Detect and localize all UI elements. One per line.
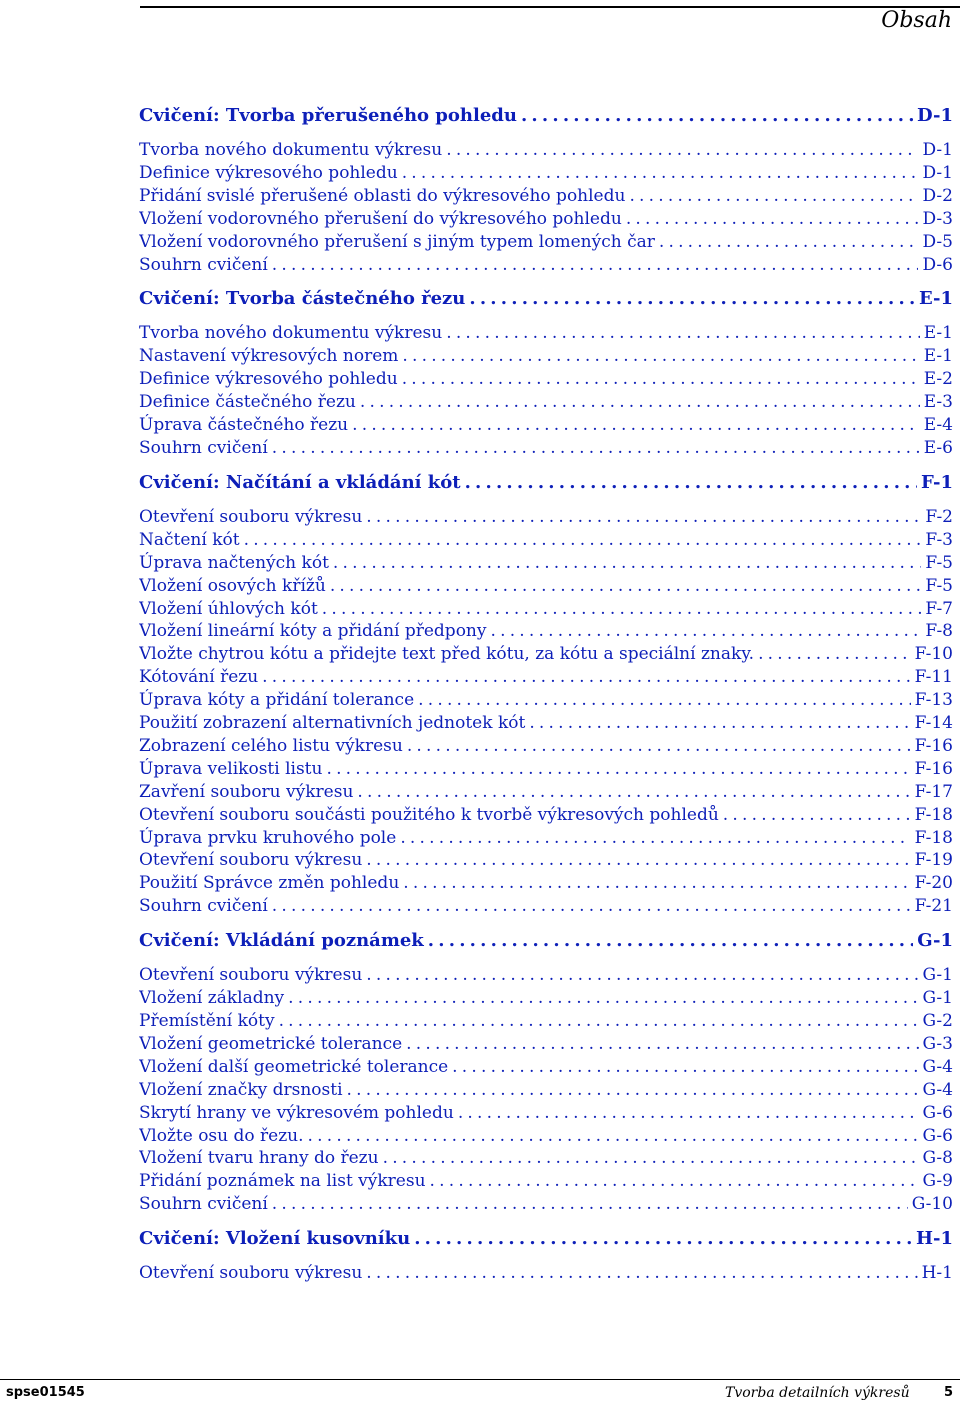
toc-entry-link-label: Nastavení výkresových norem (139, 346, 399, 367)
toc-entry-link-page: G-2 (922, 1011, 953, 1031)
toc-entry-link-label: Vložení lineární kóty a přidání předpony (139, 621, 487, 642)
toc-entry-link-label: Vložení další geometrické tolerance (139, 1056, 449, 1077)
toc-entry-link[interactable] (139, 322, 953, 345)
toc-chapter-link-page: D-1 (917, 105, 953, 126)
toc-entry-link-label: Souhrn cvičení (139, 254, 268, 275)
dot-leader (366, 849, 910, 872)
dot-leader (402, 368, 920, 391)
dot-leader (529, 712, 910, 735)
dot-leader (469, 287, 915, 311)
toc-entry-link-label: Otevření souboru výkresu (139, 506, 363, 527)
toc-chapter-link[interactable] (139, 104, 953, 128)
toc-entry-link-page: G-1 (922, 988, 953, 1009)
toc-chapter-link-page: H-1 (915, 1228, 953, 1250)
toc-entry-link-page: D-5 (922, 231, 953, 252)
toc-entry-link-page: D-1 (922, 162, 953, 183)
toc-entry-link-label: Otevření souboru výkresu (139, 1263, 363, 1284)
dot-leader (322, 598, 922, 621)
toc-entry-link-page: G-4 (922, 1056, 953, 1077)
toc-entry-link-page: F-14 (914, 713, 953, 734)
toc-entry-link-label: Kótování řezu (139, 667, 259, 688)
toc-entry-link[interactable] (139, 1033, 953, 1056)
toc-entry-link[interactable] (139, 781, 953, 804)
toc-entry-link[interactable] (139, 506, 953, 529)
toc-entry-link-page: F-16 (914, 735, 953, 756)
toc-entry-link[interactable] (139, 1147, 953, 1170)
toc-entry-link[interactable] (139, 1010, 953, 1033)
toc-chapter-link-label: Cvičení: Tvorba částečného řezu (139, 288, 466, 310)
toc-entry-link-label: Úprava velikosti listu (139, 758, 323, 779)
toc-entry-link-label: Úprava načtených kót (139, 552, 329, 573)
section-gap (139, 460, 953, 471)
toc-chapter-link-label: Cvičení: Vložení kusovníku (139, 1228, 411, 1250)
toc-entry-link-page: F-7 (925, 598, 953, 619)
toc-entry-link-label: Úprava kóty a přidání tolerance (139, 690, 415, 711)
toc-entry-link-label: Vložte chytrou kótu a přidejte text před kótu, za kótu a speciální znaky. (139, 644, 755, 665)
toc-entry-link-label: Tvorba nového dokumentu výkresu (139, 140, 443, 160)
toc-entry-link-page: E-3 (923, 392, 953, 413)
section-gap (139, 1216, 953, 1227)
toc-entry-link-page: G-9 (922, 1171, 953, 1192)
dot-leader (288, 987, 918, 1010)
dot-leader (244, 529, 922, 552)
toc-entry-link-label: Skrytí hrany ve výkresovém pohledu (139, 1102, 454, 1123)
toc-entry-link-page: G-8 (922, 1148, 953, 1169)
dot-leader (428, 929, 914, 953)
toc-entry-link-label: Přemístění kóty (139, 1011, 275, 1031)
dot-leader (626, 208, 919, 231)
dot-leader (272, 254, 919, 277)
toc-chapter-link[interactable] (139, 287, 953, 311)
toc-entry-link[interactable] (139, 552, 953, 575)
toc-entry-link-page: F-19 (914, 850, 953, 871)
toc-chapter-link-label: Cvičení: Tvorba přerušeného pohledu (139, 105, 517, 126)
dot-leader (407, 735, 911, 758)
toc-entry-link-page: F-18 (914, 827, 953, 848)
toc-entry-link[interactable] (139, 712, 953, 735)
toc-entry-link[interactable] (139, 1170, 953, 1193)
table-of-contents (139, 104, 953, 1285)
toc-entry-link-label: Úprava prvku kruhového pole (139, 827, 397, 848)
dot-leader (272, 895, 911, 918)
toc-entry-link-page: G-10 (911, 1194, 953, 1215)
toc-entry-link[interactable] (139, 849, 953, 872)
toc-entry-link-page: F-17 (914, 781, 953, 802)
toc-chapter-link[interactable] (139, 471, 953, 495)
toc-entry-link[interactable] (139, 1125, 953, 1148)
toc-entry-link-page: F-3 (925, 529, 953, 550)
dot-leader (333, 552, 922, 575)
dot-leader (758, 643, 911, 666)
dot-leader (366, 964, 918, 987)
toc-entry-link[interactable] (139, 758, 953, 781)
toc-entry-link-label: Otevření souboru výkresu (139, 965, 363, 986)
toc-entry-link-page: F-8 (925, 621, 953, 642)
toc-entry-link-page: D-2 (922, 185, 953, 206)
toc-entry-link[interactable] (139, 437, 953, 460)
toc-entry-link-page: F-5 (925, 552, 953, 573)
toc-entry-link[interactable] (139, 575, 953, 598)
toc-entry-link-label: Otevření souboru výkresu (139, 850, 363, 871)
toc-entry-link-label: Vložení základny (139, 988, 285, 1009)
toc-entry-link[interactable] (139, 964, 953, 987)
dot-leader (366, 1262, 917, 1285)
toc-entry-link-label: Vložte osu do řezu. (139, 1125, 304, 1146)
toc-entry-link-page: G-4 (922, 1079, 953, 1100)
footer-rule (0, 1379, 960, 1380)
toc-entry-link-page: F-10 (914, 644, 953, 665)
toc-entry-link-page: E-1 (923, 323, 953, 344)
toc-chapter-link[interactable] (139, 1227, 953, 1251)
dot-leader (414, 1227, 912, 1251)
toc-entry-link-page: E-2 (923, 369, 953, 390)
toc-entry-link[interactable] (139, 208, 953, 231)
toc-entry-link[interactable] (139, 231, 953, 254)
dot-leader (352, 414, 920, 437)
toc-entry-link[interactable] (139, 735, 953, 758)
toc-entry-link-page: F-20 (914, 873, 953, 894)
toc-entry-link-label: Definice výkresového pohledu (139, 369, 398, 390)
toc-entry-link[interactable] (139, 1193, 953, 1216)
toc-entry-link[interactable] (139, 368, 953, 391)
toc-entry-link-page: E-6 (923, 437, 953, 458)
toc-entry-link-label: Úprava částečného řezu (139, 415, 349, 436)
toc-chapter-link-page: F-1 (921, 471, 953, 493)
dot-leader (279, 1010, 919, 1033)
toc-entry-link-page: D-1 (922, 140, 953, 160)
dot-leader (272, 1193, 908, 1216)
toc-entry-link-label: Definice výkresového pohledu (139, 162, 398, 183)
toc-entry-link-page: G-6 (922, 1102, 953, 1123)
toc-section (139, 104, 953, 287)
toc-entry-link-page: F-11 (914, 667, 953, 688)
toc-chapter-link-label: Cvičení: Vkládání poznámek (139, 930, 424, 952)
toc-entry-link-label: Souhrn cvičení (139, 437, 268, 458)
footer-doc-id: spse01545 (6, 1385, 85, 1400)
toc-chapter-link-page: E-1 (918, 288, 953, 310)
toc-entry-link-page: D-6 (922, 254, 953, 275)
toc-entry-link[interactable] (139, 620, 953, 643)
footer-page-number: 5 (943, 1385, 953, 1400)
toc-entry-link[interactable] (139, 1102, 953, 1125)
toc-entry-link-label: Načtení kót (139, 529, 240, 550)
toc-entry-link-page: F-13 (914, 690, 953, 711)
toc-entry-link[interactable] (139, 1079, 953, 1102)
dot-leader (430, 1170, 919, 1193)
toc-entry-link[interactable] (139, 804, 953, 827)
toc-entry-link-label: Vložení tvaru hrany do řezu (139, 1148, 379, 1169)
dot-leader (452, 1056, 918, 1079)
toc-section (139, 1227, 953, 1285)
header-title: Obsah (881, 8, 952, 33)
toc-entry-link-page: G-3 (922, 1033, 953, 1054)
toc-entry-link-label: Definice částečného řezu (139, 392, 356, 413)
dot-leader (326, 758, 910, 781)
toc-entry-link[interactable] (139, 139, 953, 162)
dot-leader (357, 781, 910, 804)
toc-entry-link[interactable] (139, 185, 953, 208)
toc-entry-link[interactable] (139, 666, 953, 689)
toc-entry-link[interactable] (139, 689, 953, 712)
dot-leader (402, 345, 919, 368)
toc-chapter-link-label: Cvičení: Načítání a vkládání kót (139, 471, 461, 493)
dot-leader (418, 689, 910, 712)
dot-leader (347, 1079, 919, 1102)
dot-leader (458, 1102, 919, 1125)
toc-entry-link-label: Přidání poznámek na list výkresu (139, 1171, 426, 1192)
toc-entry-link-label: Vložení vodorovného přerušení s jiným typem lomených čar (139, 231, 655, 252)
toc-entry-link-label: Zavření souboru výkresu (139, 781, 354, 802)
toc-entry-link[interactable] (139, 529, 953, 552)
toc-entry-link-label: Souhrn cvičení (139, 1194, 268, 1215)
toc-entry-link-page: H-1 (921, 1263, 953, 1284)
dot-leader (308, 1125, 919, 1148)
toc-entry-link[interactable] (139, 598, 953, 621)
header-rule (140, 6, 960, 8)
dot-leader (262, 666, 910, 689)
dot-leader (406, 1033, 918, 1056)
toc-entry-link[interactable] (139, 254, 953, 277)
toc-entry-link[interactable] (139, 872, 953, 895)
footer-doc-title: Tvorba detailních výkresů (725, 1385, 910, 1401)
toc-entry-link-label: Vložení geometrické tolerance (139, 1033, 403, 1054)
toc-entry-link-page: F-21 (914, 896, 953, 917)
toc-entry-link[interactable] (139, 1056, 953, 1079)
toc-entry-link-page: E-1 (923, 346, 953, 367)
dot-leader (629, 185, 918, 208)
toc-chapter-link-page: G-1 (917, 930, 953, 952)
dot-leader (446, 322, 919, 345)
section-gap (139, 276, 953, 287)
toc-entry-link[interactable] (139, 391, 953, 414)
section-gap (139, 918, 953, 929)
dot-leader (723, 804, 911, 827)
toc-entry-link[interactable] (139, 345, 953, 368)
toc-entry-link-page: G-1 (922, 965, 953, 986)
dot-leader (521, 104, 913, 128)
toc-entry-link[interactable] (139, 162, 953, 185)
dot-leader (659, 231, 919, 254)
toc-entry-link[interactable] (139, 1262, 953, 1285)
toc-entry-link-label: Vložení značky drsnosti (139, 1079, 343, 1100)
toc-section (139, 471, 953, 929)
toc-entry-link-label: Vložení vodorovného přerušení do výkresového pohledu (139, 208, 622, 229)
toc-entry-link-page: F-18 (914, 804, 953, 825)
toc-entry-link-label: Použití Správce změn pohledu (139, 873, 400, 894)
dot-leader (402, 162, 919, 185)
toc-entry-link[interactable] (139, 895, 953, 918)
toc-entry-link-label: Zobrazení celého listu výkresu (139, 735, 403, 756)
dot-leader (272, 437, 920, 460)
toc-section (139, 929, 953, 1227)
toc-entry-link[interactable] (139, 643, 953, 666)
toc-entry-link-label: Vložení osových křížů (139, 575, 326, 596)
dot-leader (360, 391, 920, 414)
dot-leader (403, 872, 910, 895)
toc-entry-link-label: Přidání svislé přerušené oblasti do výkresového pohledu (139, 185, 626, 206)
toc-entry-link-label: Tvorba nového dokumentu výkresu (139, 323, 443, 344)
dot-leader (383, 1147, 919, 1170)
toc-entry-link[interactable] (139, 987, 953, 1010)
toc-entry-link-page: F-5 (925, 575, 953, 596)
toc-entry-link[interactable] (139, 414, 953, 437)
toc-entry-link[interactable] (139, 827, 953, 850)
toc-entry-link-page: G-6 (922, 1125, 953, 1146)
toc-entry-link-label: Použití zobrazení alternativních jednotek kót (139, 713, 526, 734)
toc-entry-link-label: Otevření souboru součásti použitého k tvorbě výkresových pohledů (139, 804, 719, 825)
dot-leader (366, 506, 921, 529)
dot-leader (400, 827, 910, 850)
dot-leader (465, 471, 917, 495)
dot-leader (490, 620, 921, 643)
toc-entry-link-page: F-2 (925, 506, 953, 527)
dot-leader (446, 139, 918, 162)
toc-entry-link-page: E-4 (923, 415, 953, 436)
toc-entry-link-label: Vložení úhlových kót (139, 598, 318, 619)
toc-section (139, 287, 953, 470)
toc-entry-link-label: Souhrn cvičení (139, 896, 268, 917)
toc-entry-link-page: D-3 (922, 208, 953, 229)
toc-entry-link-page: F-16 (914, 758, 953, 779)
dot-leader (330, 575, 922, 598)
toc-chapter-link[interactable] (139, 929, 953, 953)
